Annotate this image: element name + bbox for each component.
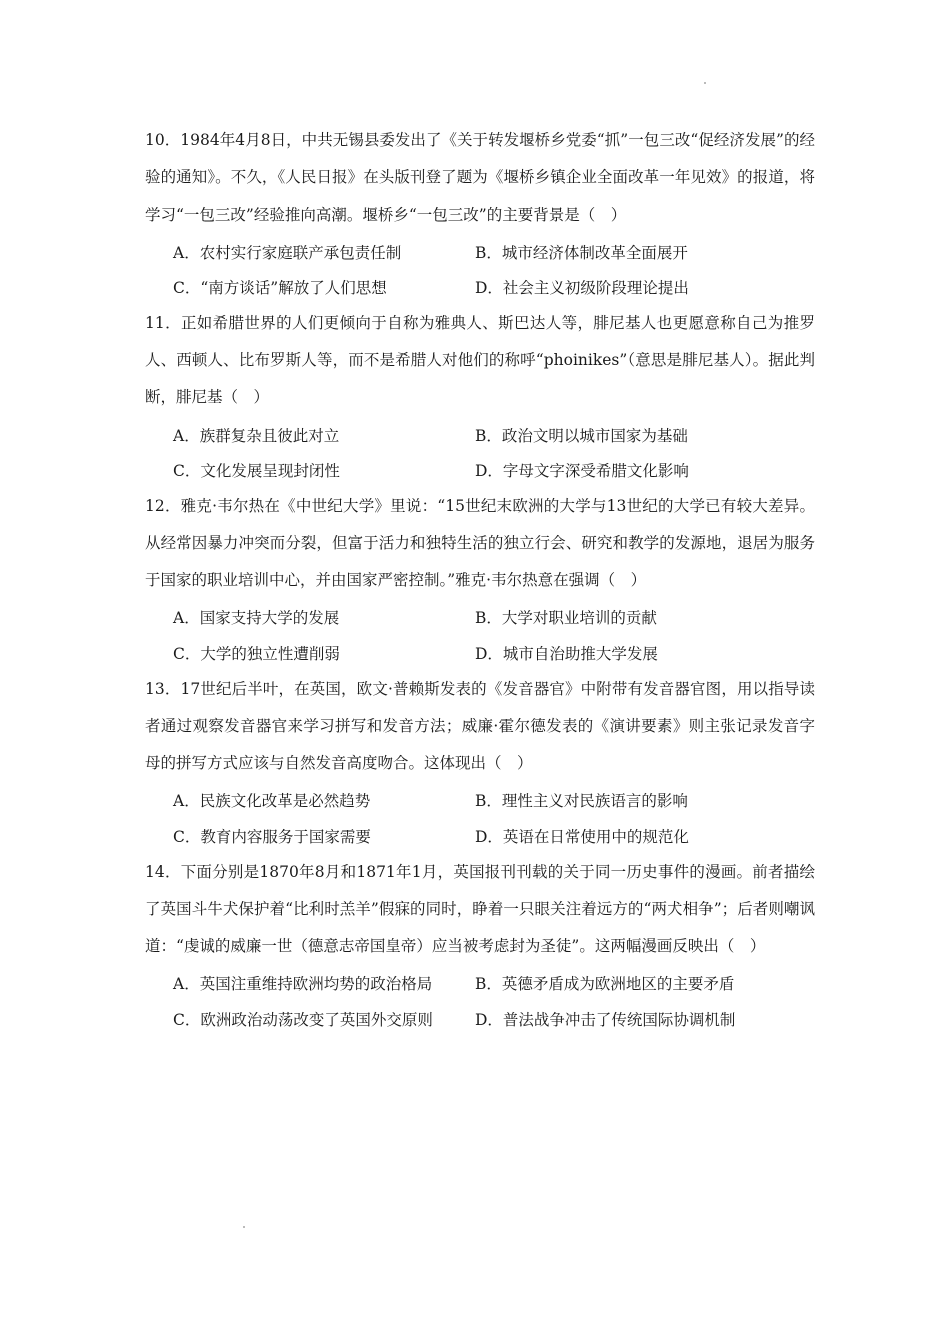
option-c[interactable]: C．“南方谈话”解放了人们思想 bbox=[173, 279, 387, 298]
question-stem: 10．1984年4月8日，中共无锡县委发出了《关于转发堰桥乡党委“抓”一包三改“促经济发展”的经验的通知》。不久，《人民日报》在头版刊登了题为《堰桥乡镇企业全面改革一年见效》的报道，将学习“一包三改”经验推向高潮。堰桥乡“一包三改”的主要背景是（ ） bbox=[145, 131, 815, 224]
option-row bbox=[173, 234, 815, 270]
option-row bbox=[173, 1001, 815, 1037]
option-d[interactable]: D．字母文字深受希腊文化影响 bbox=[475, 462, 689, 481]
option-a[interactable]: A．国家支持大学的发展 bbox=[173, 609, 340, 628]
question-14 bbox=[145, 854, 815, 1037]
option-c[interactable]: C．文化发展呈现封闭性 bbox=[173, 462, 340, 481]
option-a[interactable]: A．农村实行家庭联产承包责任制 bbox=[173, 243, 402, 262]
option-a[interactable]: A．族群复杂且彼此对立 bbox=[173, 426, 340, 445]
option-b[interactable]: B．城市经济体制改革全面展开 bbox=[475, 243, 688, 262]
page-mark-bottom bbox=[243, 1226, 245, 1228]
option-c[interactable]: C．教育内容服务于国家需要 bbox=[173, 827, 371, 846]
option-b[interactable]: B．英德矛盾成为欧洲地区的主要矛盾 bbox=[475, 975, 735, 994]
option-row bbox=[173, 452, 815, 488]
option-list bbox=[145, 783, 815, 854]
option-list bbox=[145, 965, 815, 1036]
option-row bbox=[173, 269, 815, 305]
option-list bbox=[145, 234, 815, 305]
question-stem: 11．正如希腊世界的人们更倾向于自称为雅典人、斯巴达人等，腓尼基人也更愿意称自己为推罗人、西顿人、比布罗斯人等，而不是希腊人对他们的称呼“phoinikes”（意思是腓尼基人）。据此判断，腓尼基（ ） bbox=[145, 313, 815, 407]
option-a[interactable]: A．英国注重维持欧洲均势的政治格局 bbox=[173, 975, 433, 994]
question-stem: 12．雅克·韦尔热在《中世纪大学》里说：“15世纪末欧洲的大学与13世纪的大学已有较大差异。从经常因暴力冲突而分裂，但富于活力和独特生活的独立行会、研究和教学的发源地，退居为服务于国家的职业培训中心，并由国家严密控制。”雅克·韦尔热意在强调（ ） bbox=[145, 496, 815, 590]
question-list bbox=[145, 122, 815, 1036]
option-list bbox=[145, 417, 815, 488]
question-12 bbox=[145, 488, 815, 671]
option-a[interactable]: A．民族文化改革是必然趋势 bbox=[173, 792, 371, 811]
question-10 bbox=[145, 122, 815, 305]
option-d[interactable]: D．城市自治助推大学发展 bbox=[475, 644, 658, 663]
option-b[interactable]: B．政治文明以城市国家为基础 bbox=[475, 426, 688, 445]
option-row bbox=[173, 783, 815, 819]
option-b[interactable]: B．理性主义对民族语言的影响 bbox=[475, 792, 688, 811]
option-b[interactable]: B．大学对职业培训的贡献 bbox=[475, 609, 657, 628]
question-13 bbox=[145, 671, 815, 854]
option-list bbox=[145, 600, 815, 671]
question-stem: 14．下面分别是1870年8月和1871年1月，英国报刊刊载的关于同一历史事件的漫画。前者描绘了英国斗牛犬保护着“比利时羔羊”假寐的同时，睁着一只眼关注着远方的“两犬相争”；后者则嘲讽道：“虔诚的威廉一世（德意志帝国皇帝）应当被考虑封为圣徒”。这两幅漫画反映出（ ） bbox=[145, 862, 815, 956]
option-row bbox=[173, 965, 815, 1001]
page-mark-top bbox=[704, 82, 706, 84]
option-c[interactable]: C．欧洲政治动荡改变了英国外交原则 bbox=[173, 1010, 433, 1029]
question-11 bbox=[145, 305, 815, 488]
option-row bbox=[173, 417, 815, 453]
option-row bbox=[173, 600, 815, 636]
option-row bbox=[173, 818, 815, 854]
question-stem: 13．17世纪后半叶，在英国，欧文·普赖斯发表的《发音器官》中附带有发音器官图，用以指导读者通过观察发音器官来学习拼写和发音方法；威廉·霍尔德发表的《演讲要素》则主张记录发音字母的拼写方式应该与自然发音高度吻合。这体现出（ ） bbox=[145, 679, 815, 773]
option-d[interactable]: D．普法战争冲击了传统国际协调机制 bbox=[475, 1010, 736, 1029]
option-d[interactable]: D．社会主义初级阶段理论提出 bbox=[475, 279, 689, 298]
option-row bbox=[173, 635, 815, 671]
option-d[interactable]: D．英语在日常使用中的规范化 bbox=[475, 827, 689, 846]
option-c[interactable]: C．大学的独立性遭削弱 bbox=[173, 644, 340, 663]
